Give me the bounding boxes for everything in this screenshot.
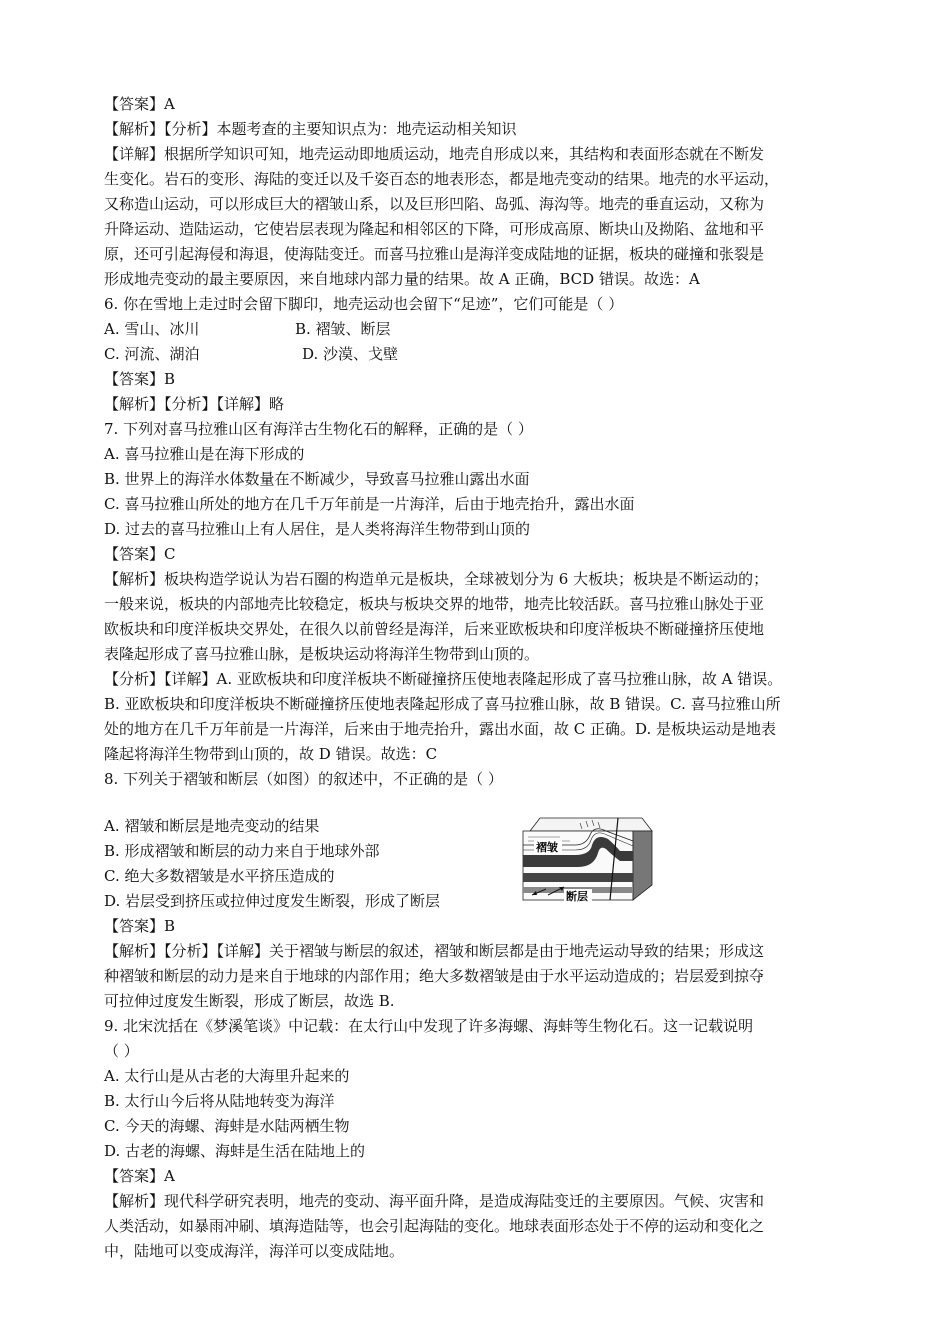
fold-fault-diagram-svg <box>520 815 653 903</box>
q6-option-d: D. 沙漠、戈壁 <box>302 345 399 363</box>
q7-detail-line: 【分析】【详解】A. 亚欧板块和印度洋板块不断碰撞挤压使地表隆起形成了喜马拉雅山脉，故 A 错误。 <box>104 670 783 688</box>
q9-option-c: C. 今天的海螺、海蚌是水陆两栖生物 <box>104 1117 350 1135</box>
fold-fault-diagram <box>520 815 653 903</box>
q9-option-a: A. 太行山是从古老的大海里升起来的 <box>104 1067 350 1085</box>
q7-analysis-line: 表隆起形成了喜马拉雅山脉，是板块运动将海洋生物带到山顶的。 <box>104 645 540 663</box>
q8-analysis-line: 可拉伸过度发生断裂，形成了断层，故选 B. <box>104 992 395 1010</box>
q8-answer: 【答案】B <box>104 917 176 935</box>
q5-detail-line: 【详解】根据所学知识可知，地壳运动即地质运动，地壳自形成以来，其结构和表面形态就在不断发 <box>104 145 765 163</box>
q7-option-d: D. 过去的喜马拉雅山上有人居住，是人类将海洋生物带到山顶的 <box>104 520 531 538</box>
q8-stem: 8. 下列关于褶皱和断层（如图）的叙述中，不正确的是（ ） <box>104 770 503 788</box>
q8-analysis-line: 种褶皱和断层的动力是来自于地球的内部作用；绝大多数褶皱是由于水平运动造成的；岩层爱到掠夺 <box>104 967 765 985</box>
q9-option-d: D. 古老的海螺、海蚌是生活在陆地上的 <box>104 1142 366 1160</box>
q8-option-d: D. 岩层受到挤压或拉伸过度发生断裂，形成了断层 <box>104 892 441 910</box>
q6-option-b: B. 褶皱、断层 <box>295 320 391 338</box>
q5-answer: 【答案】A <box>104 95 175 113</box>
q7-option-a: A. 喜马拉雅山是在海下形成的 <box>104 445 305 463</box>
q7-analysis-line: 一般来说，板块的内部地壳比较稳定，板块与板块交界的地带，地壳比较活跃。喜马拉雅山脉处于亚 <box>104 595 765 613</box>
q6-option-a: A. 雪山、冰川 <box>104 320 200 338</box>
q8-option-a: A. 褶皱和断层是地壳变动的结果 <box>104 817 320 835</box>
q5-analysis: 【解析】【分析】本题考查的主要知识点为：地壳运动相关知识 <box>104 120 517 138</box>
q9-analysis-line: 中，陆地可以变成海洋，海洋可以变成陆地。 <box>104 1242 405 1260</box>
q9-analysis-line: 【解析】现代科学研究表明，地壳的变动、海平面升降，是造成海陆变迁的主要原因。气候、灾害和 <box>104 1192 765 1210</box>
q9-stem-line: （ ） <box>104 1042 139 1060</box>
q5-detail-line: 原，还可引起海侵和海退，使海陆变迁。而喜马拉雅山是海洋变成陆地的证据，板块的碰撞和张裂是 <box>104 245 765 263</box>
q6-answer: 【答案】B <box>104 370 176 388</box>
q5-detail-line: 升降运动、造陆运动，它使岩层表现为隆起和相邻区的下降，可形成高原、断块山及拗陷、盆地和平 <box>104 220 765 238</box>
q7-detail-line: 处的地方在几千万年前是一片海洋，后来由于地壳抬升，露出水面，故 C 正确。D. 是板块运动是地表 <box>104 720 777 738</box>
q8-option-c: C. 绝大多数褶皱是水平挤压造成的 <box>104 867 335 885</box>
q7-answer: 【答案】C <box>104 545 176 563</box>
fold-label: 褶皱 <box>536 841 558 854</box>
fault-label: 断层 <box>566 890 588 903</box>
q5-detail-line: 生变化。岩石的变形、海陆的变迁以及千姿百态的地表形态，都是地壳变动的结果。地壳的水平运动， <box>104 170 780 188</box>
q9-answer: 【答案】A <box>104 1167 175 1185</box>
q7-option-c: C. 喜马拉雅山所处的地方在几千万年前是一片海洋，后由于地壳抬升，露出水面 <box>104 495 635 513</box>
q7-analysis-line: 欧板块和印度洋板块交界处，在很久以前曾经是海洋，后来亚欧板块和印度洋板块不断碰撞挤压使地 <box>104 620 765 638</box>
q7-detail-line: B. 亚欧板块和印度洋板块不断碰撞挤压使地表隆起形成了喜马拉雅山脉，故 B 错误。C. 喜马拉雅山所 <box>104 695 781 713</box>
q7-detail-line: 隆起将海洋生物带到山顶的，故 D 错误。故选：C <box>104 745 438 763</box>
q6-option-c: C. 河流、湖泊 <box>104 345 200 363</box>
q7-stem: 7. 下列对喜马拉雅山区有海洋古生物化石的解释，正确的是（ ） <box>104 420 533 438</box>
q8-option-b: B. 形成褶皱和断层的动力来自于地球外部 <box>104 842 380 860</box>
q5-detail-line: 又称造山运动，可以形成巨大的褶皱山系，以及巨形凹陷、岛弧、海沟等。地壳的垂直运动，又称为 <box>104 195 765 213</box>
q7-option-b: B. 世界上的海洋水体数量在不断减少，导致喜马拉雅山露出水面 <box>104 470 530 488</box>
q9-option-b: B. 太行山今后将从陆地转变为海洋 <box>104 1092 335 1110</box>
q6-analysis: 【解析】【分析】【详解】略 <box>104 395 285 413</box>
q8-analysis-line: 【解析】【分析】【详解】关于褶皱与断层的叙述，褶皱和断层都是由于地壳运动导致的结果；形成这 <box>104 942 765 960</box>
q6-stem: 6. 你在雪地上走过时会留下脚印，地壳运动也会留下“足迹”，它们可能是（ ） <box>104 295 624 313</box>
q5-detail-line: 形成地壳变动的最主要原因，来自地球内部力量的结果。故 A 正确，BCD 错误。故选：A <box>104 270 700 288</box>
q9-analysis-line: 人类活动，如暴雨冲刷、填海造陆等，也会引起海陆的变化。地球表面形态处于不停的运动和变化之 <box>104 1217 765 1235</box>
q7-analysis-line: 【解析】板块构造学说认为岩石圈的构造单元是板块，全球被划分为 6 大板块；板块是不断运动的； <box>104 570 769 588</box>
q9-stem-line: 9. 北宋沈括在《梦溪笔谈》中记载：在太行山中发现了许多海螺、海蚌等生物化石。这一记载说明 <box>104 1017 754 1035</box>
